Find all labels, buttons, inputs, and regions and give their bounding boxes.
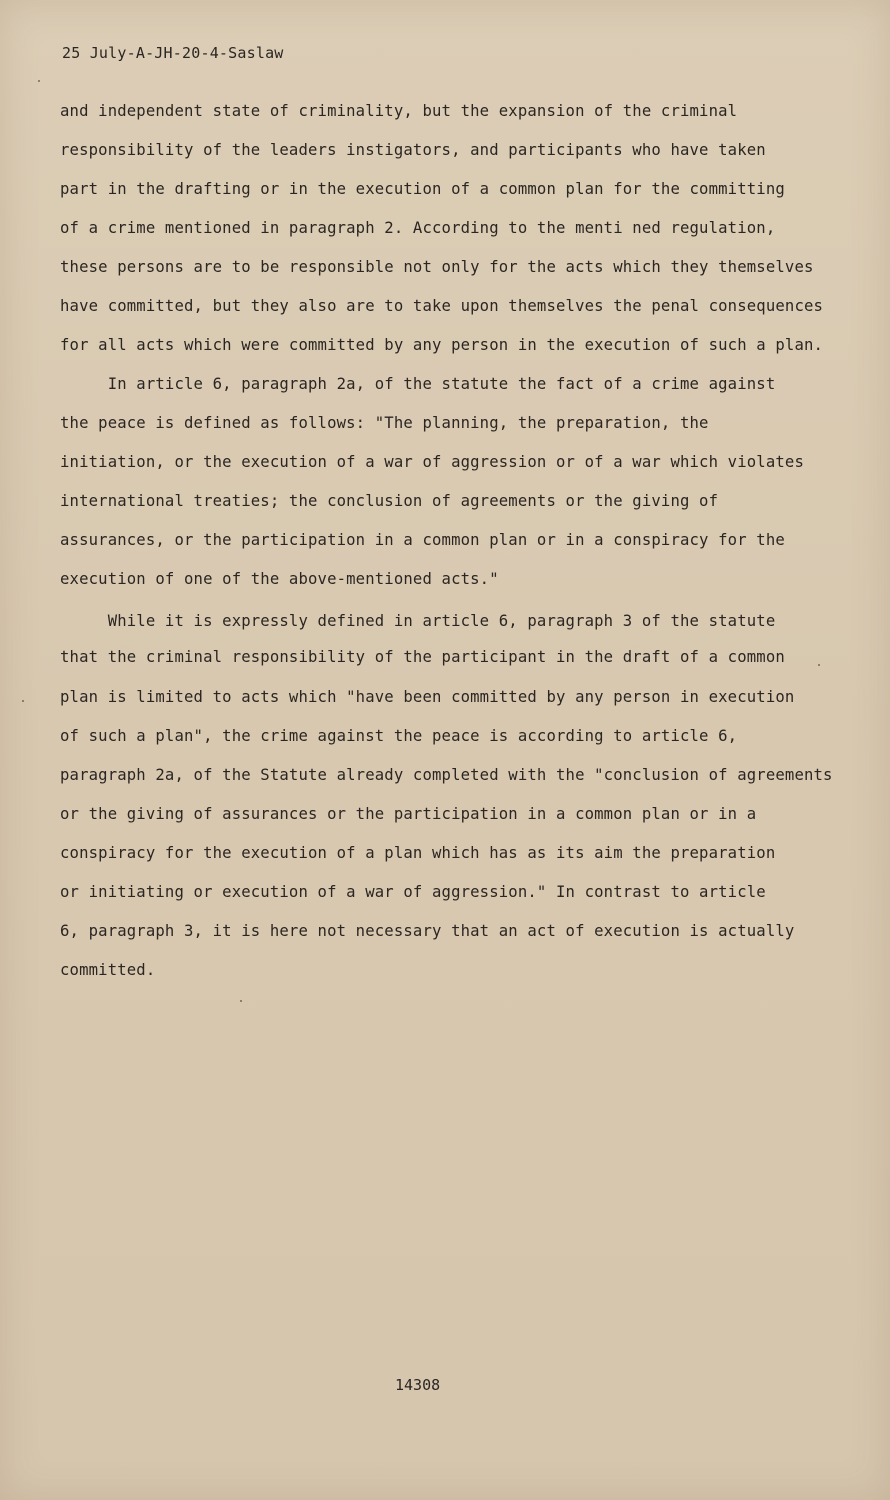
text-line: international treaties; the conclusion of agreements or the giving of <box>60 492 719 510</box>
text-line: the peace is defined as follows: "The planning, the preparation, the <box>60 414 709 432</box>
text-line: conspiracy for the execution of a plan which has as its aim the preparation <box>60 844 776 862</box>
text-line: paragraph 2a, of the Statute already completed with the "conclusion of agreements <box>60 766 833 784</box>
text-line: In article 6, paragraph 2a, of the statute the fact of a crime against <box>60 375 776 393</box>
document-header: 25 July-A-JH-20-4-Saslaw <box>62 44 284 62</box>
paper-speck <box>38 80 40 82</box>
paper-speck <box>818 664 820 666</box>
text-line: part in the drafting or in the execution of a common plan for the committing <box>60 180 785 198</box>
text-line: responsibility of the leaders instigators, and participants who have taken <box>60 141 766 159</box>
text-line: or initiating or execution of a war of aggression." In contrast to article <box>60 883 766 901</box>
page-number: 14308 <box>395 1376 441 1394</box>
text-line: for all acts which were committed by any person in the execution of such a plan. <box>60 336 824 354</box>
text-line: and independent state of criminality, but the expansion of the criminal <box>60 102 738 120</box>
text-line: plan is limited to acts which "have been committed by any person in execution <box>60 688 795 706</box>
text-line: of such a plan", the crime against the peace is according to article 6, <box>60 727 738 745</box>
text-line: committed. <box>60 961 156 979</box>
text-line: of a crime mentioned in paragraph 2. According to the menti ned regulation, <box>60 219 776 237</box>
text-line: these persons are to be responsible not only for the acts which they themselves <box>60 258 814 276</box>
text-line: that the criminal responsibility of the participant in the draft of a common <box>60 648 785 666</box>
text-line: While it is expressly defined in article 6, paragraph 3 of the statute <box>60 612 776 630</box>
text-line: or the giving of assurances or the participation in a common plan or in a <box>60 805 757 823</box>
text-line: 6, paragraph 3, it is here not necessary that an act of execution is actually <box>60 922 795 940</box>
text-line: initiation, or the execution of a war of aggression or of a war which violates <box>60 453 804 471</box>
text-line: execution of one of the above-mentioned acts." <box>60 570 499 588</box>
text-line: assurances, or the participation in a common plan or in a conspiracy for the <box>60 531 785 549</box>
paper-speck <box>22 700 24 702</box>
paper-speck <box>240 1000 242 1002</box>
text-line: have committed, but they also are to take upon themselves the penal consequences <box>60 297 824 315</box>
